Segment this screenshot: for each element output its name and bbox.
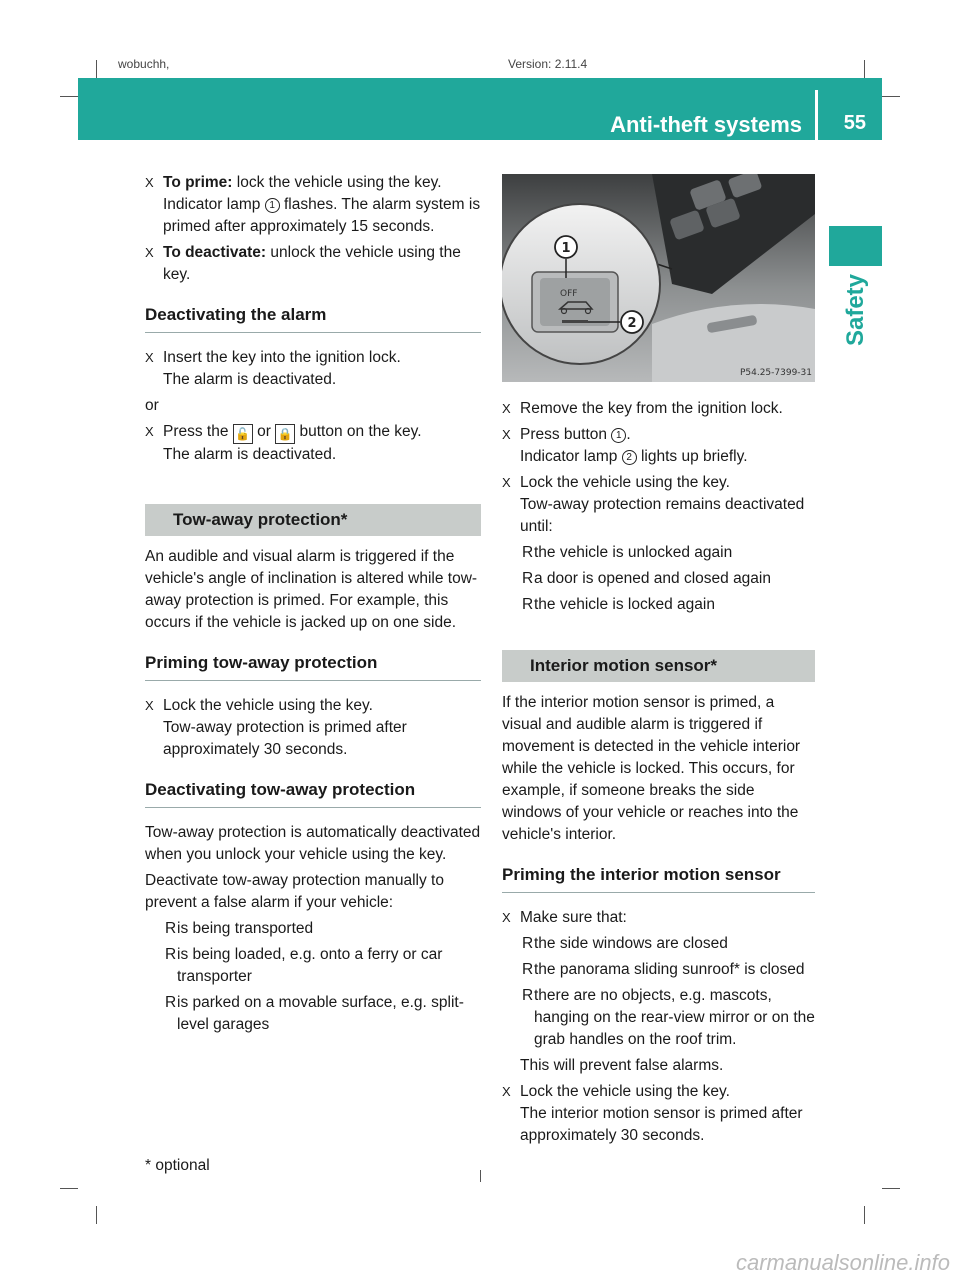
bullet-icon: R: [522, 596, 534, 613]
footnote: * optional: [145, 1157, 210, 1174]
heading-priming-interior: Priming the interior motion sensor: [502, 850, 815, 893]
list-item: R the side windows are closed: [520, 933, 815, 955]
bullet-icon: R: [522, 570, 534, 587]
callout-2-icon: 2: [622, 450, 637, 465]
bullet-icon: R: [522, 935, 534, 952]
crop-mark: [882, 1188, 900, 1189]
list-item: R the vehicle is locked again: [520, 594, 815, 616]
figure-code: P54.25-7399-31: [739, 368, 812, 378]
list-item: R a door is opened and closed again: [520, 568, 815, 590]
heading-deactivating-tow: Deactivating tow-away protection: [145, 765, 481, 808]
arrow-icon: X: [145, 175, 154, 190]
left-column: [145, 172, 481, 1040]
step-remove-key: X Remove the key from the ignition lock.: [502, 398, 815, 420]
heading-deactivating-alarm: Deactivating the alarm: [145, 290, 481, 333]
arrow-icon: X: [145, 698, 154, 713]
step-lock-vehicle: X Lock the vehicle using the key. Tow-away protection remains deactivated until: R the vehicle is unlocked again R a door is opened and closed again R the vehicle is locked again: [502, 472, 815, 616]
section-label: Safety: [842, 273, 869, 347]
meta-file: wobuchh,: [118, 57, 170, 71]
crop-mark: [96, 60, 97, 78]
step-insert-key: X Insert the key into the ignition lock. The alarm is deactivated.: [145, 349, 401, 388]
interior-intro: If the interior motion sensor is primed, a visual and audible alarm is triggered if movement is detected in the vehicle interior while the vehicle is locked. This occurs, for example, if someone breaks the side windows of your vehicle or reaches into the vehicle's interior.: [502, 694, 801, 843]
header-divider: [815, 90, 818, 142]
crop-mark: [480, 1170, 481, 1182]
step-lock-vehicle: X Lock the vehicle using the key. Tow-away protection is primed after approximately 30 seconds.: [145, 697, 407, 758]
arrow-icon: X: [502, 1084, 511, 1099]
step-label: To deactivate:: [163, 244, 267, 261]
arrow-icon: X: [145, 424, 154, 439]
arrow-icon: X: [502, 475, 511, 490]
tow-auto: Tow-away protection is automatically deactivated when you unlock your vehicle using the key.: [145, 824, 481, 863]
arrow-icon: X: [502, 401, 511, 416]
crop-mark: [864, 60, 865, 78]
roof-panel-figure: [502, 174, 815, 382]
arrow-icon: X: [145, 350, 154, 365]
page-number: 55: [843, 112, 866, 134]
step-lock-vehicle-2: X Lock the vehicle using the key. The interior motion sensor is primed after approximately 30 seconds.: [502, 1083, 803, 1144]
heading-interior-motion: Interior motion sensor*: [502, 650, 815, 682]
heading-tow-away: Tow-away protection*: [145, 504, 481, 536]
crop-mark: [60, 1188, 78, 1189]
arrow-icon: X: [502, 427, 511, 442]
bullet-icon: R: [522, 961, 534, 978]
figure-illustration: [502, 174, 815, 382]
tow-intro: An audible and visual alarm is triggered if the vehicle's angle of inclination is altered while tow-away protection is primed. For example, this occurs if the vehicle is jacked up on one side.: [145, 548, 478, 631]
list-item: R is being loaded, e.g. onto a ferry or car transporter: [165, 946, 443, 985]
step-press-key: X Press the 🔓 or 🔒 button on the key. The alarm is deactivated.: [145, 423, 422, 463]
list-item: R the vehicle is unlocked again: [520, 542, 815, 564]
callout-1-icon: 1: [611, 428, 626, 443]
list-item: R there are no objects, e.g. mascots, hanging on the rear-view mirror or on the grab handles on the roof trim.: [522, 987, 815, 1048]
meta-version: Version: 2.11.4: [508, 57, 588, 71]
callout-2: 2: [627, 316, 637, 331]
step-prime: X To prime: lock the vehicle using the key. Indicator lamp 1 flashes. The alarm system is primed after approximately 15 seconds.: [145, 174, 481, 235]
callout-1-icon: 1: [265, 198, 280, 213]
panel-off-label: OFF: [560, 289, 578, 299]
watermark: carmanualsonline.info: [735, 1250, 950, 1275]
list-item: R is being transported: [145, 918, 481, 940]
bullet-icon: R: [522, 987, 534, 1004]
crop-mark: [864, 1206, 865, 1224]
crop-mark: [60, 96, 78, 97]
page-title: Anti-theft systems: [610, 112, 802, 137]
bullet-icon: R: [522, 544, 534, 561]
bullet-icon: R: [165, 946, 177, 963]
heading-priming-tow: Priming tow-away protection: [145, 638, 481, 681]
unlock-icon: 🔓: [233, 424, 253, 444]
list-item: R the panorama sliding sunroof* is closed: [520, 959, 815, 981]
bullet-icon: R: [165, 920, 177, 937]
right-column: [502, 398, 815, 1151]
arrow-icon: X: [145, 245, 154, 260]
step-make-sure: X Make sure that: R the side windows are closed R the panorama sliding sunroof* is closed R there are no objects, e.g. mascots, hanging on the rear-view mirror or on the grab handles on the roof trim. This will prevent false alarms.: [502, 909, 815, 1074]
arrow-icon: X: [502, 910, 511, 925]
step-deactivate: X To deactivate: unlock the vehicle using the key.: [145, 244, 461, 283]
header-bar: [78, 78, 882, 140]
crop-mark: [96, 1206, 97, 1224]
tow-manual: Deactivate tow-away protection manually to prevent a false alarm if your vehicle:: [145, 872, 444, 911]
lock-icon: 🔒: [275, 424, 295, 444]
crop-mark: [882, 96, 900, 97]
section-tab: [829, 226, 882, 266]
bullet-icon: R: [165, 994, 177, 1011]
step-press-button: X Press button 1 . Indicator lamp 2 lights up briefly.: [502, 426, 748, 465]
callout-1: 1: [561, 241, 571, 256]
list-item: R is parked on a movable surface, e.g. split-level garages: [165, 994, 464, 1033]
step-label: To prime:: [163, 174, 233, 191]
or-text: or: [145, 397, 159, 414]
